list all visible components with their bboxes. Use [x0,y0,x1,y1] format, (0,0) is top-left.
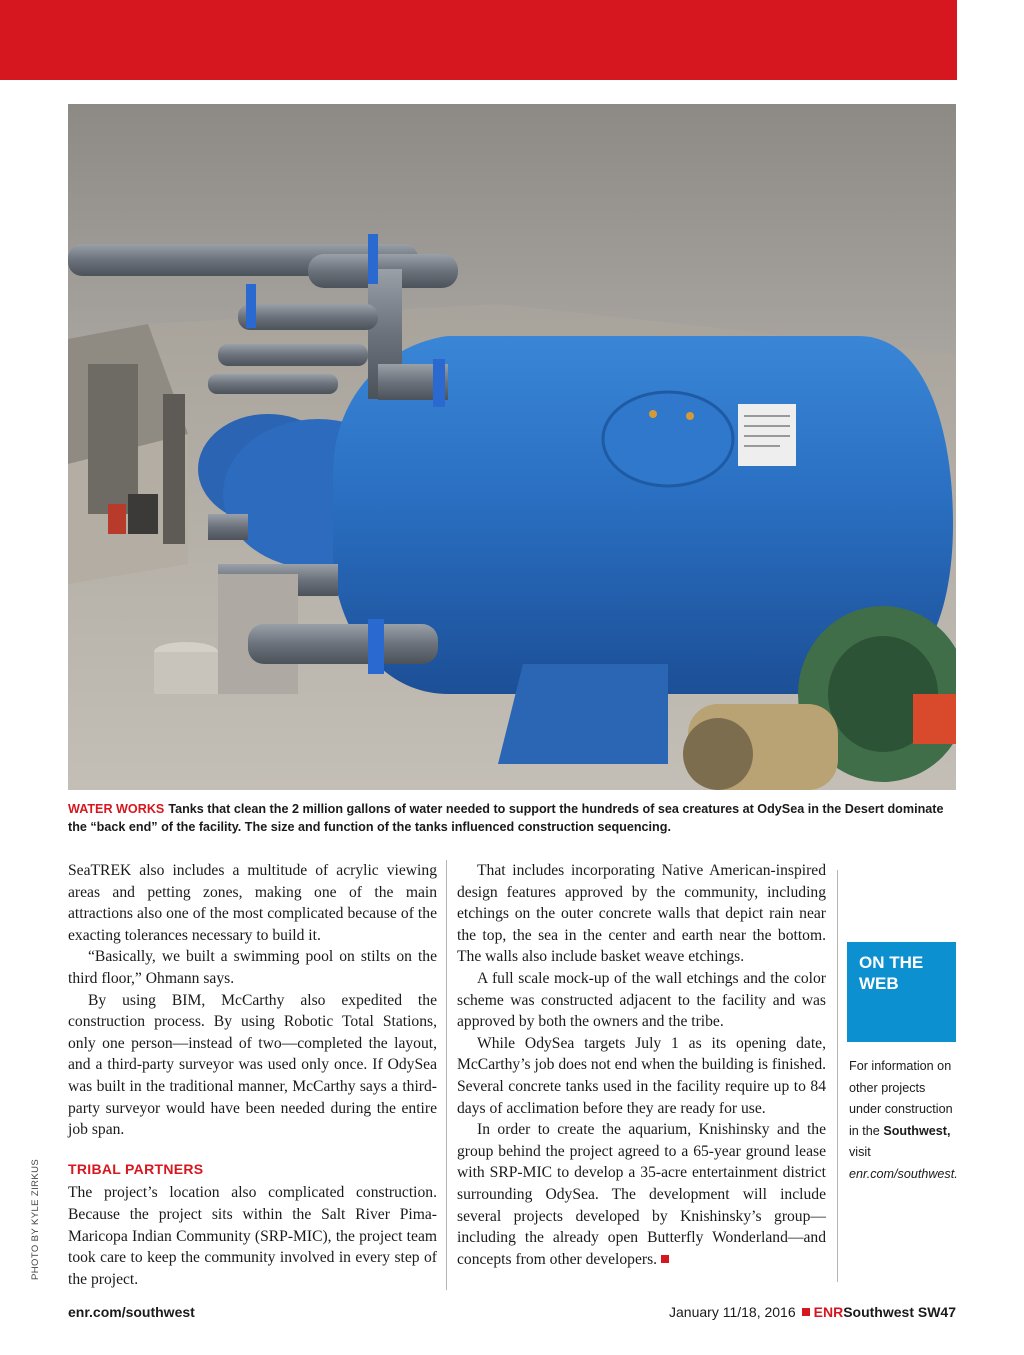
footer-brand: ENR [813,1304,844,1320]
paragraph-text: In order to create the aquarium, Knishinsky and the group behind the project agreed to a 65-year ground lease with SRP-MIC to develop a 35-acre entertainment district surrounding OdySea. The development will include several projects developed by Knishinsky’s group—including the already open Butterfly Wonderland—and concepts from other developers. [457,1121,826,1268]
paragraph: While OdySea targets July 1 as its opening date, McCarthy’s job does not end when the building is finished. Several concrete tanks used in the facility require up to 84 days of acclimation before they are ready for use. [457,1034,827,1117]
paragraph: The project’s location also complicated construction. Because the project sits within the Salt River Pima-Maricopa Indian Community (SRP-MIC), the project team took care to keep the community involved in every step of the project. [68,1184,437,1288]
footer-folio [669,1304,956,1320]
paragraph: “Basically, we built a swimming pool on stilts on the third floor,” Ohmann says. [68,948,437,987]
on-the-web-text [849,1056,959,1186]
footer-date: January 11/18, 2016 [669,1304,796,1320]
column-divider [837,870,838,1282]
footer-url[interactable]: enr.com/southwest [68,1304,195,1320]
paragraph: By using BIM, McCarthy also expedited the construction process. By using Robotic Total Stations, only one person—instead of two—completed the layout, and a third-party surveyor was used only once. If OdySea was built in the traditional manner, McCarthy says a third-party surveyor would have been needed during the entire job span. [68,991,437,1139]
web-text-intro: For information on other projects under construction in the [849,1059,953,1138]
article-column-1 [68,860,437,1290]
paragraph: SeaTREK also includes a multitude of acrylic viewing areas and petting zones, making one of the main attractions also one of the most complicated because of the exacting tolerances necessary to build it. [68,862,437,944]
web-box-title-line1: ON THE [859,953,924,972]
web-box-title-line2: WEB [859,974,899,993]
article-column-2 [457,860,826,1270]
header-color-bar [0,0,957,80]
footer-page-number: SW47 [917,1304,956,1320]
photo-caption [68,800,956,836]
web-link[interactable]: enr.com/southwest. [849,1166,958,1181]
footer-square-icon [802,1308,810,1316]
photo-filter-tanks [68,104,956,790]
web-text-visit: visit [849,1145,871,1160]
paragraph-last [457,1119,826,1270]
caption-text: Tanks that clean the 2 million gallons of water needed to support the hundreds of sea creatures at OdySea in the Desert dominate the “back end” of the facility. The size and function of the tanks influenced construction sequencing. [68,802,944,834]
photo-credit: PHOTO BY KYLE ZIRKUS [30,1158,41,1280]
on-the-web-box [847,942,956,1042]
paragraph: That includes incorporating Native American-inspired design features approved by the community, including etchings on the outer concrete walls that depict rain near the top, the sea in the center and earth near the bottom. The walls also include basket weave etchings. [457,862,826,966]
paragraph: A full scale mock-up of the wall etchings and the color scheme was constructed adjacent to the facility and was approved by both the owners and the tribe. [457,969,826,1031]
section-heading: TRIBAL PARTNERS [68,1160,204,1177]
caption-kicker: WATER WORKS [68,802,165,816]
footer-region: Southwest [843,1304,914,1320]
end-mark-icon [661,1255,669,1263]
column-divider [446,860,447,1290]
web-text-region: Southwest, [883,1123,951,1138]
